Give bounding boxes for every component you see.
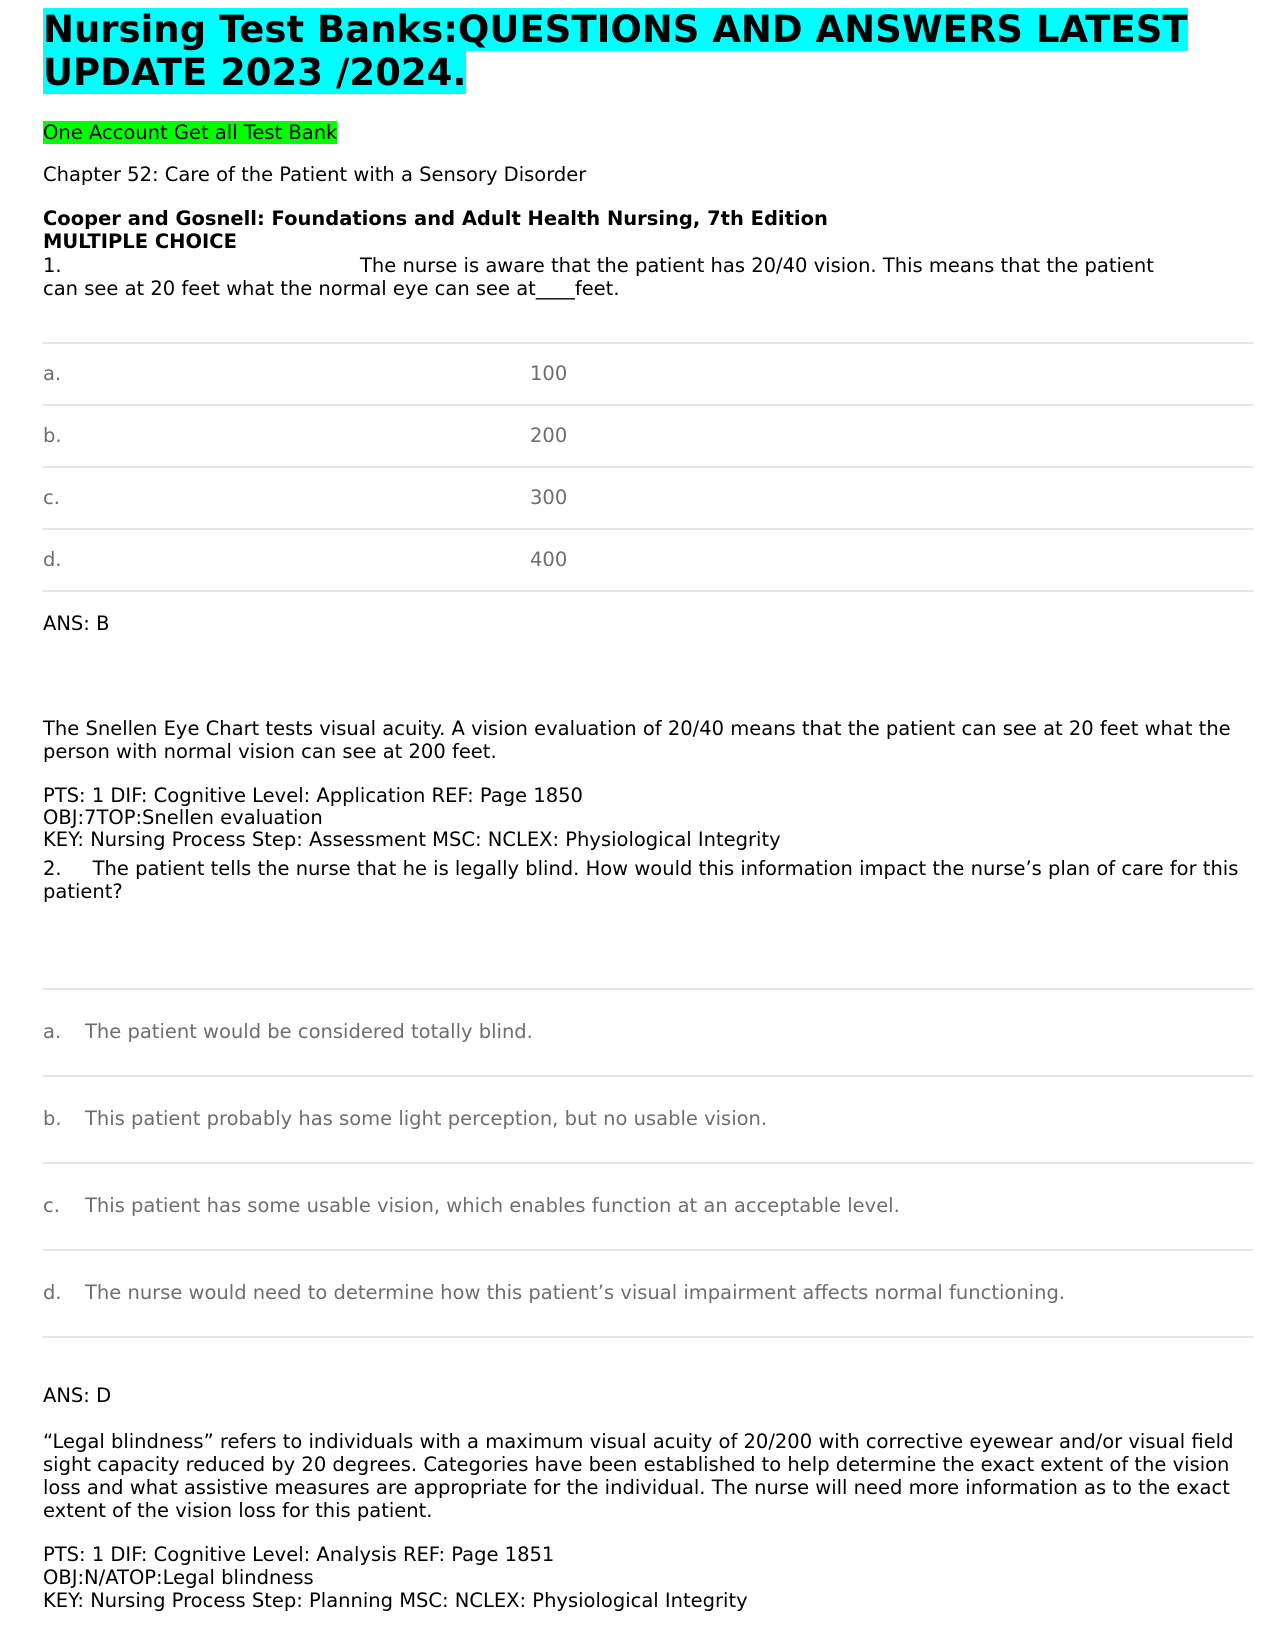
option-text: The nurse would need to determine how this patient’s visual impairment aﬀects normal functioning. — [85, 1281, 1066, 1304]
option-row — [43, 1162, 1253, 1249]
question-stem-line1: The nurse is aware that the patient has 20/40 vision. This means that the patient — [360, 254, 1154, 277]
option-text: 400 — [530, 548, 568, 571]
question-number: 1. — [43, 254, 62, 277]
option-text: This patient probably has some light perception, but no usable vision. — [85, 1107, 768, 1130]
meta-pts: PTS: 1 DIF: Cognitive Level: Application REF: Page 1850 — [43, 784, 583, 807]
page-title: Nursing Test Banks:QUESTIONS AND ANSWERS LATEST UPDATE 2023 /2024. — [43, 8, 1188, 94]
rationale-text: “Legal blindness” refers to individuals with a maximum visual acuity of 20/200 with corrective eyewear and/or visual field sight capacity reduced by 20 degrees. Categories have been established to help determine the exact extent of the vision loss and what assistive measures are appropriate for the individual. The nurse will need more information as to the exact extent of the vision loss for this patient. — [43, 1430, 1234, 1522]
meta-key: KEY: Nursing Process Step: Assessment MSC: NCLEX: Physiological Integrity — [43, 828, 781, 851]
option-row — [43, 988, 1253, 1075]
option-row — [43, 528, 1253, 592]
option-letter: b. — [43, 1107, 62, 1130]
option-text: 200 — [530, 424, 568, 447]
rationale-text: The Snellen Eye Chart tests visual acuity. A vision evaluation of 20/40 means that the patient can see at 20 feet what the person with normal vision can see at 200 feet. — [43, 717, 1231, 763]
option-text: This patient has some usable vision, which enables function at an acceptable level. — [85, 1194, 900, 1217]
question-2-stem — [43, 857, 1253, 903]
question-stem-line2: can see at 20 feet what the normal eye can see at____feet. — [43, 277, 620, 300]
chapter-heading: Chapter 52: Care of the Patient with a Sensory Disorder — [43, 163, 587, 186]
option-text: 300 — [530, 486, 568, 509]
option-text: The patient would be considered totally blind. — [85, 1020, 533, 1043]
meta-obj: OBJ:7TOP:Snellen evaluation — [43, 806, 323, 829]
book-title: Cooper and Gosnell: Foundations and Adult Health Nursing, 7th Edition — [43, 207, 828, 230]
option-letter: d. — [43, 548, 62, 571]
question-1-stem — [43, 254, 1253, 300]
meta-key: KEY: Nursing Process Step: Planning MSC: NCLEX: Physiological Integrity — [43, 1589, 748, 1612]
meta-pts: PTS: 1 DIF: Cognitive Level: Analysis REF: Page 1851 — [43, 1543, 555, 1566]
option-letter: a. — [43, 362, 62, 385]
question-stem: The patient tells the nurse that he is legally blind. How would this information impact the nurse’s plan of care for this patient? — [43, 857, 1239, 903]
promo-banner: One Account Get all Test Bank — [43, 121, 338, 144]
option-letter: d. — [43, 1281, 62, 1304]
option-letter: b. — [43, 424, 62, 447]
option-row — [43, 1075, 1253, 1162]
option-row — [43, 1249, 1253, 1338]
option-row — [43, 342, 1253, 405]
option-letter: c. — [43, 486, 60, 509]
option-letter: c. — [43, 1194, 60, 1217]
question-number: 2. — [43, 857, 62, 880]
option-letter: a. — [43, 1020, 62, 1043]
option-row — [43, 466, 1253, 529]
section-heading: MULTIPLE CHOICE — [43, 230, 237, 253]
meta-obj: OBJ:N/ATOP:Legal blindness — [43, 1566, 314, 1589]
answer-label: ANS: B — [43, 612, 110, 635]
answer-label: ANS: D — [43, 1384, 112, 1407]
option-text: 100 — [530, 362, 568, 385]
option-row — [43, 404, 1253, 467]
